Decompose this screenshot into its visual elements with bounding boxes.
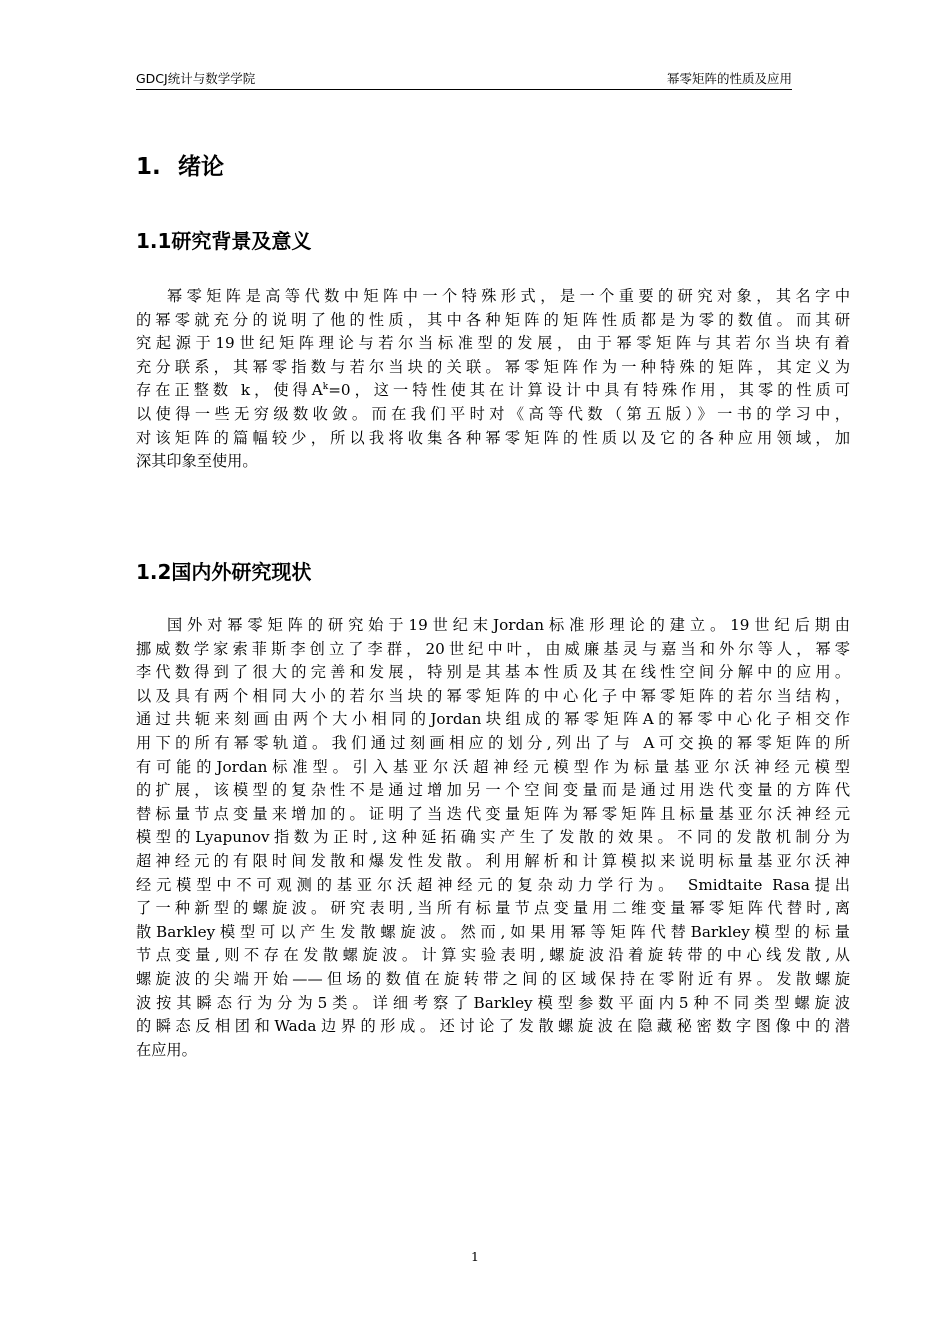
text-line: 充分联系，其幂零指数与若尔当块的关联。幂零矩阵作为一种特殊的矩阵，其定义为 <box>136 357 850 376</box>
text-line: 节点变量,则不存在发散螺旋波。计算实验表明,螺旋波沿着旋转带的中心线发散,从 <box>136 946 850 965</box>
text-line: 对该矩阵的篇幅较少，所以我将收集各种幂零矩阵的性质以及它的各种应用领域，加 <box>136 428 850 447</box>
text-line: 了一种新型的螺旋波。研究表明,当所有标量节点变量用二维变量幂零矩阵代替时,离 <box>136 899 850 918</box>
text-line: 李代数得到了很大的完善和发展，特别是其基本性质及其在线性空间分解中的应用。 <box>136 663 850 682</box>
header-left-text: GDCJ统计与数学学院 <box>136 71 256 86</box>
chapter-title: 绪论 <box>178 154 224 180</box>
text-line: 幂零矩阵是高等代数中矩阵中一个特殊形式，是一个重要的研究对象，其名字中 <box>167 287 850 305</box>
text-line: 替标量节点变量来增加的。证明了当迭代变量矩阵为幂零矩阵且标量基亚尔沃神经元 <box>136 804 850 823</box>
text-line: 的幂零就充分的说明了他的性质，其中各种矩阵的矩阵性质都是为零的数值。而其研 <box>136 310 850 329</box>
text-line: 有可能的Jordan标准型。引入基亚尔沃超神经元模型作为标量基亚尔沃神经元模型 <box>136 757 850 776</box>
text-line: 挪威数学家索菲斯李创立了李群，20世纪中叶，由威廉基灵与嘉当和外尔等人，幂零 <box>136 639 850 658</box>
text-line: 以及具有两个相同大小的若尔当块的幂零矩阵的中心化子中幂零矩阵的若尔当结构， <box>136 686 850 705</box>
header-right-text: 幂零矩阵的性质及应用 <box>666 71 792 86</box>
chapter-heading <box>136 150 224 184</box>
text-line: 在应用。 <box>136 1040 197 1059</box>
text-line-with-superscript <box>136 379 850 403</box>
section-heading-1-2: 1.2国内外研究现状 <box>136 560 312 584</box>
text-line: 的扩展，该模型的复杂性不是通过增加另一个空间变量而是通过用迭代变量的方阵代 <box>136 781 850 800</box>
paragraph-background <box>136 285 850 474</box>
text-line: 以使得一些无穷级数收敛。而在我们平时对《高等代数（第五版）》一书的学习中， <box>136 404 850 423</box>
text-line: 用下的所有幂零轨道。我们通过刻画相应的划分,列出了与 A可交换的幂零矩阵的所 <box>136 733 850 752</box>
text-line: 国外对幂零矩阵的研究始于19世纪末Jordan标准形理论的建立。19世纪后期由 <box>167 616 850 634</box>
text-line: 究起源于19世纪矩阵理论与若尔当标准型的发展，由于幂零矩阵与其若尔当块有着 <box>136 334 850 353</box>
text-fragment: 存在正整数 k，使得A <box>136 381 323 400</box>
text-line: 螺旋波的尖端开始——但场的数值在旋转带之间的区域保持在零附近有界。发散螺旋 <box>136 969 850 988</box>
text-fragment: =0，这一特性使其在计算设计中具有特殊作用，其零的性质可 <box>328 381 850 400</box>
text-line: 超神经元的有限时间发散和爆发性发散。利用解析和计算模拟来说明标量基亚尔沃神 <box>136 851 850 870</box>
chapter-number: 1. <box>136 154 161 180</box>
superscript-k: k <box>322 382 329 393</box>
running-header <box>136 64 792 90</box>
section-heading-1-1: 1.1研究背景及意义 <box>136 229 312 253</box>
text-line: 通过共轭来刻画由两个大小相同的Jordan块组成的幂零矩阵A的幂零中心化子相交作 <box>136 710 850 729</box>
text-line: 经元模型中不可观测的基亚尔沃超神经元的复杂动力学行为。 Smidtaite Rasa提出 <box>136 875 850 894</box>
text-line: 波按其瞬态行为分为5类。详细考察了Barkley模型参数平面内5种不同类型螺旋波 <box>136 993 850 1012</box>
text-line: 的瞬态反相团和Wada边界的形成。还讨论了发散螺旋波在隐藏秘密数字图像中的潜 <box>136 1017 850 1036</box>
text-line: 模型的Lyapunov指数为正时,这种延拓确实产生了发散的效果。不同的发散机制分为 <box>136 828 850 847</box>
text-line: 深其印象至使用。 <box>136 452 258 471</box>
text-line: 散Barkley模型可以产生发散螺旋波。然而,如果用幂等矩阵代替Barkley模型的标量 <box>136 922 850 941</box>
paragraph-research-status <box>136 614 850 1062</box>
page-number: 1 <box>471 1249 479 1264</box>
